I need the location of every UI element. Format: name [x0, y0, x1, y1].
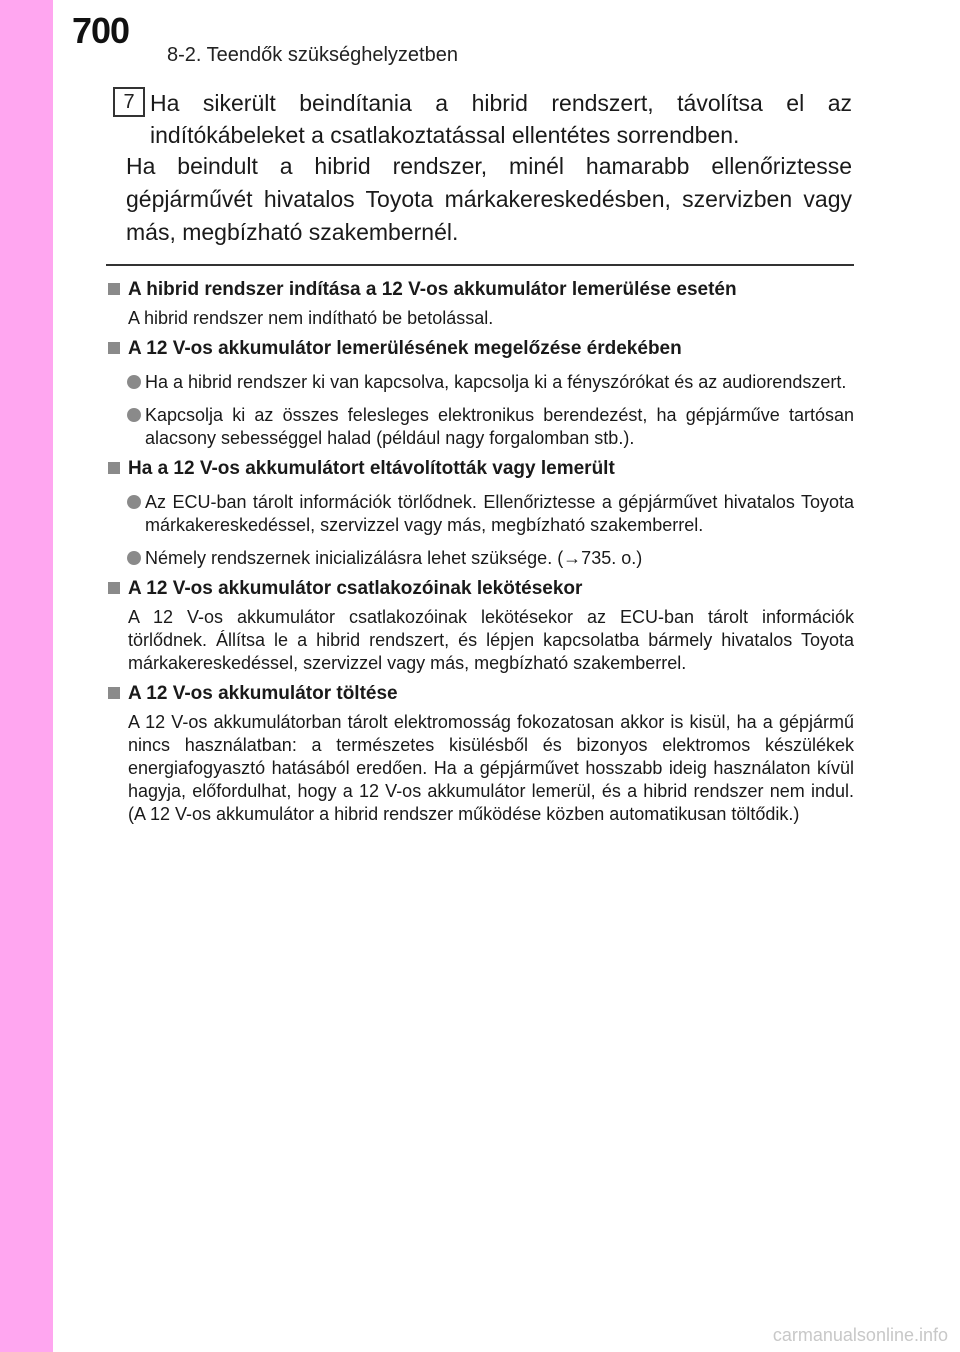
note-body: A 12 V-os akkumulátor csatlakozóinak lekötésekor az ECU-ban tárolt információk törlődnek. Állítsa le a hibrid rendszert, és lépjen kapcsolatba bármely hivatalos Toyota márkakereskedéssel, szervizzel vagy más, megbízható szakemberrel. [128, 607, 854, 673]
note-bullet-text: Az ECU-ban tárolt információk törlődnek. Ellenőriztesse a gépjárművet hivatalos Toyota márkakereskedéssel, szervizzel vagy más, megbízható szakemberrel. [145, 492, 854, 535]
note-heading-text: Ha a 12 V-os akkumulátort eltávolították vagy lemerült [128, 458, 615, 479]
note-heading-text: A 12 V-os akkumulátor töltése [128, 683, 398, 704]
square-bullet-icon [108, 582, 120, 594]
note-heading [108, 682, 854, 706]
note-heading-text: A 12 V-os akkumulátor lemerülésének megelőzése érdekében [128, 338, 682, 359]
step-number-badge: 7 [113, 87, 145, 117]
note-bullet [108, 371, 854, 394]
note-bullet [108, 547, 854, 570]
section-color-strip [0, 0, 53, 1352]
note-bullet [108, 491, 854, 537]
square-bullet-icon [108, 283, 120, 295]
note-heading [108, 457, 854, 481]
circle-bullet-icon [127, 495, 141, 509]
circle-bullet-icon [127, 408, 141, 422]
note-heading [108, 278, 854, 302]
note-bullet [108, 404, 854, 450]
circle-bullet-icon [127, 375, 141, 389]
square-bullet-icon [108, 342, 120, 354]
note-bullet-text: Ha a hibrid rendszer ki van kapcsolva, kapcsolja ki a fényszórókat és az audiorendszert. [145, 372, 847, 392]
section-title: 8-2. Teendők szükséghelyzetben [167, 44, 458, 66]
step-instruction: Ha sikerült beindítania a hibrid rendszert, távolítsa el az indítókábeleket a csatlakoztatással ellentétes sorrendben. [150, 90, 852, 148]
square-bullet-icon [108, 687, 120, 699]
site-watermark: carmanualsonline.info [772, 1325, 948, 1345]
note-heading-text: A 12 V-os akkumulátor csatlakozóinak lekötésekor [128, 578, 583, 599]
note-heading [108, 577, 854, 601]
note-heading-text: A hibrid rendszer indítása a 12 V-os akkumulátor lemerülése esetén [128, 279, 737, 300]
note-heading [108, 337, 854, 361]
page-number: 700 [72, 10, 130, 51]
section-divider [106, 264, 854, 266]
square-bullet-icon [108, 462, 120, 474]
circle-bullet-icon [127, 551, 141, 565]
step-followup-paragraph: Ha beindult a hibrid rendszer, minél hamarabb ellenőriztesse gépjárművét hivatalos Toyota márkakereskedésben, szervizben vagy más, megbízható szakembernél. [126, 153, 852, 245]
notes-section [108, 278, 854, 826]
note-body: A hibrid rendszer nem indítható be betolással. [128, 308, 494, 328]
note-body: A 12 V-os akkumulátorban tárolt elektromosság fokozatosan akkor is kisül, ha a gépjármű nincs használatban: a természetes kisülésből és bizonyos elektromos készülékek energiafogyasztó hatásából eredően. Ha a gépjárművet hosszabb ideig használaton kívül hagyja, előfordulhat, hogy a 12 V-os akkumulátor lemerül, és a hibrid rendszer nem indul. (A 12 V-os akkumulátor a hibrid rendszer működése közben automatikusan töltődik.) [128, 712, 854, 824]
page-reference-link[interactable]: Némely rendszernek inicializálásra lehet szüksége. (→735. o.) [145, 548, 643, 568]
note-bullet-text: Kapcsolja ki az összes felesleges elektronikus berendezést, ha gépjárműve tartósan alacsony sebességgel halad (például nagy forgalomban stb.). [145, 405, 854, 448]
